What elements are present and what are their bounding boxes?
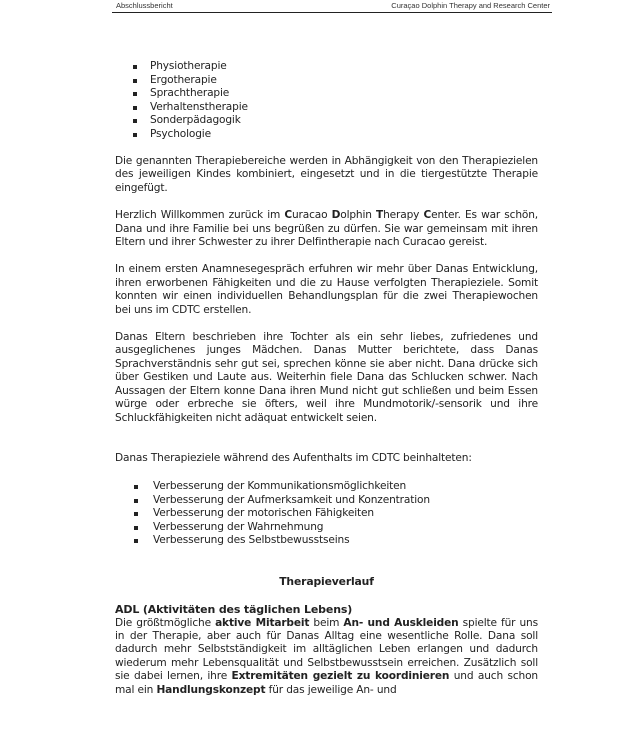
list-item [115,60,538,74]
bullet-icon [133,133,137,137]
bold-initial: C [423,209,432,222]
paragraph-goals-intro: Danas Therapieziele während des Aufenthalts im CDTC beinhalteten: [115,451,472,464]
document-body [115,60,538,697]
bold-initial: T [376,209,384,222]
bold-initial: C [284,209,292,222]
list-item-text: Verbesserung der Kommunikationsmöglichkeiten [153,480,407,493]
page-header [112,0,552,13]
bullet-icon [134,485,138,489]
bold-phrase: Handlungskonzept [156,683,266,696]
list-item-text: Ergotherapie [150,73,217,86]
bullet-icon [133,65,137,69]
text-run: Die größtmögliche [115,616,216,629]
list-item [115,74,538,88]
paragraph-adl [115,617,538,697]
bullet-icon [134,526,138,530]
bullet-icon [133,106,137,110]
list-item-text: Psychologie [150,127,211,140]
paragraph-welcome [115,209,538,249]
list-item [115,101,538,115]
list-item [115,507,538,521]
list-item [115,534,538,548]
header-organization: Curaçao Dolphin Therapy and Research Center [391,1,550,10]
bullet-icon [134,499,138,503]
list-item [115,114,538,128]
list-item-text: Verbesserung des Selbstbewusstseins [153,534,350,547]
list-item [115,87,538,101]
bullet-icon [133,79,137,83]
paragraph-anamnese: In einem ersten Anamnesegespräch erfuhren wir mehr über Danas Entwicklung, ihren erworbenen Fähigkeiten und die zu Hause verfolgten Therapieziele. Somit konnten wir einen individuellen Behandlungsplan für die zwei Therapiewochen bei uns im CDTC erstellen. [115,263,538,316]
list-item-text: Physiotherapie [150,60,227,72]
bullet-icon [134,512,138,516]
therapy-areas-list [115,60,538,141]
list-item [115,494,538,508]
list-item [115,480,538,494]
text-run: Herzlich Willkommen zurück im [115,209,285,222]
bold-initial: D [331,209,341,222]
paragraph-intro: Die genannten Therapiebereiche werden in Abhängigkeit von den Therapiezielen des jeweiligen Kindes kombiniert, eingesetzt und in die tiergestützte Therapie eingefügt. [115,155,538,194]
text-run: enter. Es war schön, Dana und ihre Familie bei uns begrüßen zu dürfen. Sie war gemeinsam mit ihren Eltern und ihrer Schwester zu ihrer Delfintherapie nach Curacao gereist. [115,209,539,249]
text-run: uracao [291,209,332,222]
list-item [115,521,538,535]
paragraph-parents-report: Danas Eltern beschrieben ihre Tochter als ein sehr liebes, zufriedenes und ausgeglichenes junges Mädchen. Danas Mutter berichtete, dass Danas Sprachverständnis sehr gut sei, sprechen könne sie aber nicht. Dana drücke sich über Gestiken und Laute aus. Weiterhin fiele Dana das Schlucken schwer. Nach Aussagen der Eltern konne Dana ihren Mund nicht gut schließen und beim Essen würge oder erbreche sie öfters, weil ihre Mundmotorik/-sensorik und ihre Schluckfähigkeiten nicht adäquat entwickelt seien. [115,331,538,424]
text-run: für das jeweilige An- und [265,683,397,696]
text-run: herapy [383,209,424,222]
subsection-title-adl: ADL (Aktivitäten des täglichen Lebens) [115,603,353,617]
list-item [115,128,538,142]
therapy-goals-list [115,480,538,548]
list-item-text: Sprachtherapie [150,87,230,99]
bullet-icon [133,119,137,123]
bullet-icon [133,92,137,96]
bold-phrase: aktive Mitarbeit [215,616,310,629]
bullet-icon [134,539,138,543]
header-document-type: Abschlussbericht [116,1,173,10]
list-item-text: Sonderpädagogik [150,114,241,126]
list-item-text: Verhaltenstherapie [150,100,248,113]
list-item-text: Verbesserung der Wahrnehmung [153,520,324,533]
bold-phrase: An- und Auskleiden [343,616,459,629]
text-run: spielte für uns in der Therapie, aber auch für Danas Alltag eine wesentliche Rolle. Dana soll dadurch mehr Selbstständigkeit im alltäglichen Leben erlangen und dadurch wiederum mehr Lebensqualität und Selbstbewusstsein erreichen. Zusätzlich soll sie dabei lernen, ihre [115,616,538,683]
text-run: beim [309,616,344,629]
list-item-text: Verbesserung der motorischen Fähigkeiten [153,507,374,520]
text-run: olphin [340,209,377,222]
section-title: Therapieverlauf [279,574,374,588]
bold-phrase: Extremitäten gezielt zu koordinieren [231,670,450,683]
text-run: und auch schon mal ein [115,670,538,696]
list-item-text: Verbesserung der Aufmerksamkeit und Konzentration [153,493,430,506]
